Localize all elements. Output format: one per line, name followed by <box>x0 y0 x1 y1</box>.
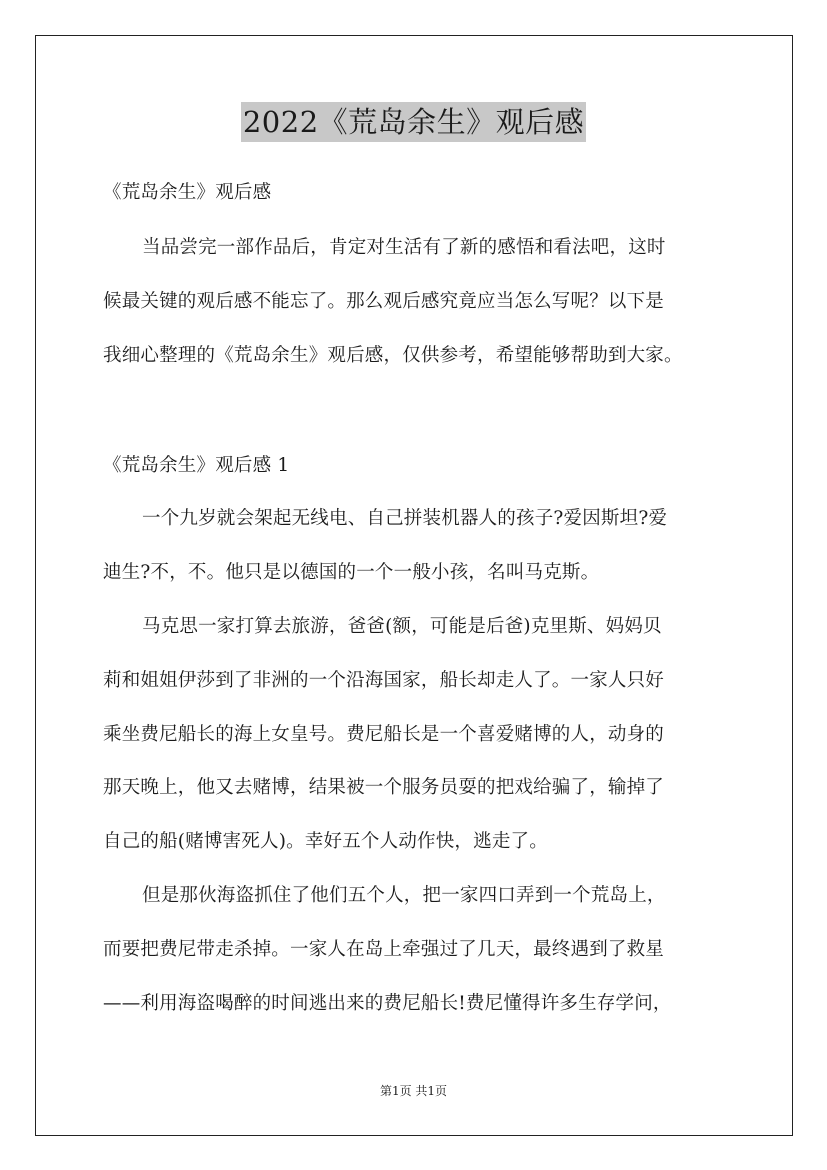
body-line-7: 自己的船(赌博害死人)。幸好五个人动作快，逃走了。 <box>103 831 548 852</box>
title-container <box>0 102 827 142</box>
body-line-2: 迪生?不，不。他只是以德国的一个一般小孩，名叫马克斯。 <box>103 562 600 583</box>
body-line-6: 那天晚上，他又去赌博，结果被一个服务员耍的把戏给骗了，输掉了 <box>103 777 665 798</box>
intro-line-1: 当品尝完一部作品后，肯定对生活有了新的感悟和看法吧，这时 <box>142 237 666 258</box>
page-footer: 第1页 共1页 <box>379 1084 448 1098</box>
section-heading: 《荒岛余生》观后感 1 <box>103 455 290 476</box>
body-line-8: 但是那伙海盗抓住了他们五个人，把一家四口弄到一个荒岛上， <box>142 885 666 906</box>
body-line-4: 莉和姐姐伊莎到了非洲的一个沿海国家，船长却走人了。一家人只好 <box>103 670 665 691</box>
body-line-5: 乘坐费尼船长的海上女皇号。费尼船长是一个喜爱赌博的人，动身的 <box>103 724 665 745</box>
body-line-3: 马克思一家打算去旅游，爸爸(额，可能是后爸)克里斯、妈妈贝 <box>142 616 662 637</box>
subtitle: 《荒岛余生》观后感 <box>103 182 272 203</box>
body-line-9: 而要把费尼带走杀掉。一家人在岛上牵强过了几天，最终遇到了救星 <box>103 939 665 960</box>
intro-line-3: 我细心整理的《荒岛余生》观后感，仅供参考，希望能够帮助到大家。 <box>103 345 683 366</box>
body-line-10: ——利用海盗喝醉的时间逃出来的费尼船长!费尼懂得许多生存学问， <box>103 993 672 1014</box>
body-line-1: 一个九岁就会架起无线电、自己拼装机器人的孩子?爱因斯坦?爱 <box>142 508 668 529</box>
document-title: 2022《荒岛余生》观后感 <box>241 102 586 142</box>
intro-line-2: 候最关键的观后感不能忘了。那么观后感究竟应当怎么写呢？以下是 <box>103 291 665 312</box>
